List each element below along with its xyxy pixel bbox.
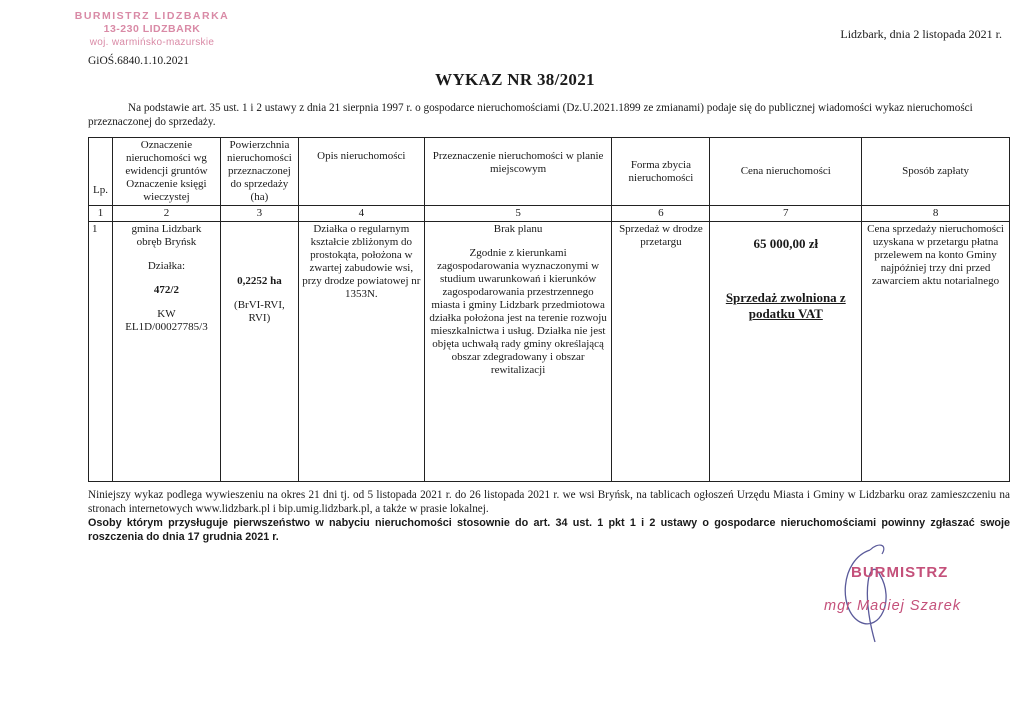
soil-classes: (BrVI-RVI, RVI) — [234, 299, 285, 324]
price-value: 65 000,00 zł — [753, 236, 819, 251]
column-number: 5 — [424, 206, 612, 222]
column-number: 4 — [298, 206, 424, 222]
zoning-description: Zgodnie z kierunkami zagospodarowania wyznaczonymi w studium uwarunkowań i kierunków zagospodarowania przestrzennego miasta i gminy Lidzbark przedmiotowa działka położona jest na terenie rozwoju mieszkalnictwa i usług. Działka nie jest objęta uchwałą rady gminy określającą obszar zdegradowany i obszar rewitalizacji — [429, 247, 607, 376]
gmina: gmina Lidzbark — [131, 223, 202, 235]
cell-opis: Działka o regularnym kształcie zbliżonym do prostokąta, położona w zwartej zabudowie wsi, przy drodze powiatowej nr 1353N. — [298, 222, 424, 482]
signature-name: mgr Maciej Szarek — [824, 598, 962, 614]
header-cena: Cena nieruchomości — [710, 138, 862, 206]
cell-przeznaczenie — [424, 222, 612, 482]
header-forma: Forma zbycia nieruchomości — [612, 138, 710, 206]
column-number: 3 — [220, 206, 298, 222]
header-opis: Opis nieruchomości — [298, 138, 424, 206]
header-sposob: Sposób zapłaty — [862, 138, 1010, 206]
header-przeznaczenie: Przeznaczenie nieruchomości w planie miejscowym — [424, 138, 612, 206]
obreb: obręb Bryńsk — [136, 236, 197, 248]
handwritten-signature-icon — [800, 530, 980, 650]
table-row — [89, 222, 1010, 482]
stamp-line-3: woj. warmińsko-mazurskie — [89, 37, 215, 48]
header-powierzchnia: Powierzchnia nieruchomości przeznaczonej do sprzedaży (ha) — [220, 138, 298, 206]
column-number: 7 — [710, 206, 862, 222]
stamp-line-1: BURMISTRZ LIDZBARKA — [74, 10, 230, 22]
area-value: 0,2252 ha — [237, 275, 282, 287]
place-and-date: Lidzbark, dnia 2 listopada 2021 r. — [840, 27, 1002, 41]
document-title: WYKAZ NR 38/2021 — [435, 70, 595, 89]
column-number: 1 — [89, 206, 113, 222]
column-number: 8 — [862, 206, 1010, 222]
cell-lp: 1 — [89, 222, 113, 482]
column-number: 2 — [112, 206, 220, 222]
cell-cena — [710, 222, 862, 482]
no-plan-note: Brak planu — [493, 223, 543, 235]
priority-notice: Osoby którym przysługuje pierwszeństwo w nabyciu nieruchomości stosownie do art. 34 ust. 1 pkt 1 i 2 ustawy o gospodarce nieruchomościami powinny zgłaszać swoje roszczenia do dnia 17 grudnia 2021 r. — [88, 517, 1010, 543]
posting-notice: Niniejszy wykaz podlega wywieszeniu na okres 21 dni tj. od 5 listopada 2021 r. do 26 listopada 2021 r. we wsi Bryńsk, na tablicach ogłoszeń Urzędu Miasta i Gminy w Lidzbarku oraz zamieszczeniu na stronach internetowych www.lidzbark.pl i bip.umig.lidzbark.pl, a także w prasie lokalnej. — [88, 489, 1010, 515]
office-stamp — [62, 10, 242, 49]
intro-paragraph: Na podstawie art. 35 ust. 1 i 2 ustawy z dnia 21 sierpnia 1997 r. o gospodarce nieruchomościami (Dz.U.2021.1899 ze zmianami) podaje się do publicznej wiadomości wykaz nieruchomości przeznaczonej do sprzedaży. — [88, 102, 973, 128]
header-lp: Lp. — [89, 138, 113, 206]
column-number-row — [89, 206, 1010, 222]
cell-oznaczenie — [112, 222, 220, 482]
dzialka-label: Działka: — [147, 260, 186, 272]
cell-powierzchnia — [220, 222, 298, 482]
vat-note: Sprzedaż zwolniona z podatku VAT — [725, 290, 846, 321]
property-table — [88, 137, 1010, 482]
kw-number: EL1D/00027785/3 — [125, 321, 208, 333]
cell-sposob: Cena sprzedaży nieruchomości uzyskana w przetargu płatna przelewem na konto Gminy najpóźniej trzy dni przed zawarciem aktu notarialnego — [862, 222, 1010, 482]
signature-title: BURMISTRZ — [851, 564, 949, 581]
dzialka-number: 472/2 — [153, 284, 179, 296]
reference-number: GiOŚ.6840.1.10.2021 — [88, 55, 189, 67]
kw-label: KW — [157, 308, 176, 320]
cell-forma: Sprzedaż w drodze przetargu — [612, 222, 710, 482]
stamp-line-2: 13-230 LIDZBARK — [103, 23, 201, 35]
column-number: 6 — [612, 206, 710, 222]
header-oznaczenie: Oznaczenie nieruchomości wg ewidencji gruntów Oznaczenie księgi wieczystej — [112, 138, 220, 206]
header-row — [89, 138, 1010, 206]
